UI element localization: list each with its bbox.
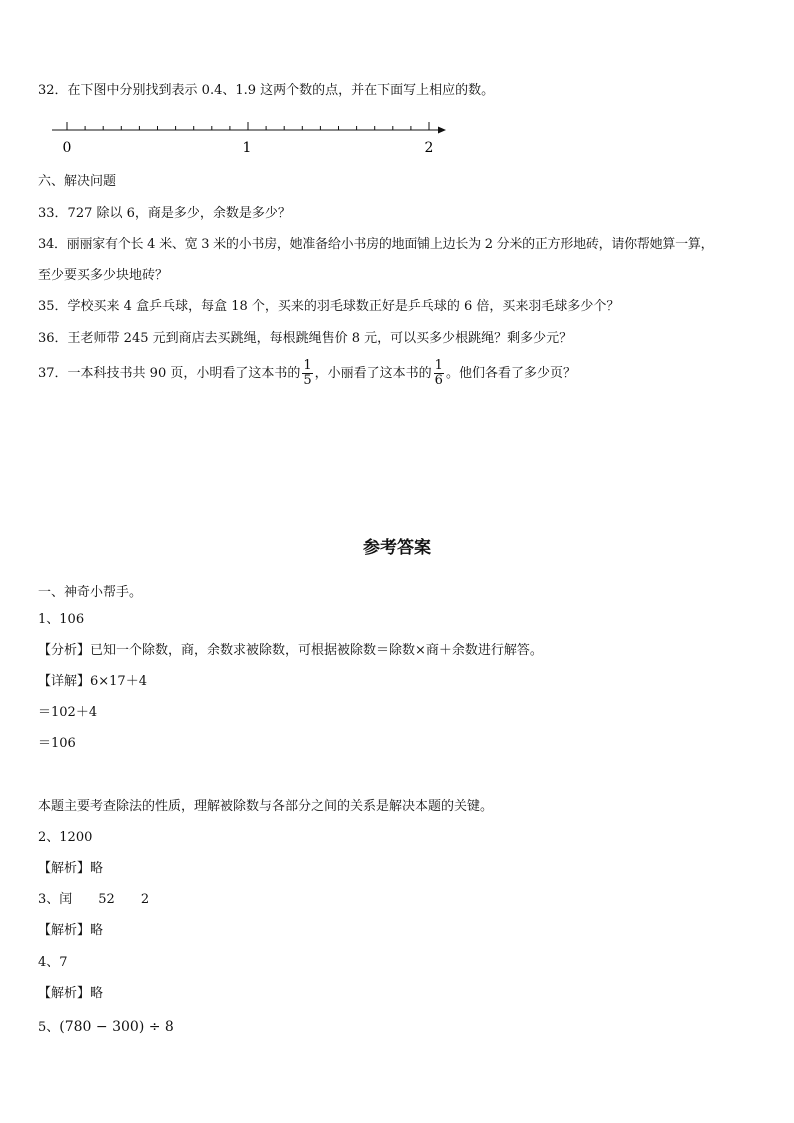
answer-1-step1: ＝102＋4 — [38, 705, 98, 720]
answer-3-head — [38, 892, 149, 908]
answer-1-detail: 【详解】6×17＋4 — [38, 674, 147, 689]
question-32: 32．在下图中分别找到表示 0.4、1.9 这两个数的点，并在下面写上相应的数。 — [38, 83, 495, 98]
fraction-one-fifth: $\frac{1}{5}$ — [303, 358, 312, 388]
answer-3-note: 【解析】略 — [38, 923, 104, 938]
answer-5-head — [38, 1019, 174, 1036]
question-34-line1: 34．丽丽家有个长 4 米、宽 3 米的小书房，她准备给小书房的地面铺上边长为 2 分米的正方形地砖，请你帮她算一算， — [38, 237, 714, 252]
answer-2-note: 【解析】略 — [38, 861, 104, 876]
number-line-label-0: 0 — [62, 140, 72, 156]
answer-3-prefix: 3、闰 — [38, 892, 73, 907]
question-37 — [38, 358, 576, 390]
question-37-text-3: 。他们各看了多少页？ — [445, 366, 576, 381]
answer-1-step2: ＝106 — [38, 736, 76, 751]
answer-5-expression: (780 − 300) ÷ 8 — [59, 1019, 174, 1035]
question-37-text-1: 37．一本科技书共 90 页，小明看了这本书的 — [38, 366, 301, 381]
answer-3-value-1: 52 — [98, 892, 115, 907]
answer-4-head: 4、7 — [38, 955, 68, 970]
section-heading-1: 一、神奇小帮手。 — [38, 585, 143, 600]
question-33: 33．727 除以 6，商是多少，余数是多少？ — [38, 206, 291, 221]
answer-1-head: 1、106 — [38, 612, 85, 627]
question-35: 35．学校买来 4 盒乒乓球，每盒 18 个，买来的羽毛球数正好是乒乓球的 6 倍，买来羽毛球多少个？ — [38, 299, 620, 314]
section-heading-6: 六、解决问题 — [38, 174, 117, 189]
fraction-one-sixth: $\frac{1}{6}$ — [434, 358, 443, 388]
question-34-line2: 至少要买多少块地砖？ — [38, 268, 169, 283]
number-line-label-2: 2 — [424, 140, 434, 156]
number-line-label-1: 1 — [242, 140, 252, 156]
answer-3-value-2: 2 — [140, 892, 150, 907]
answer-2-head: 2、1200 — [38, 830, 93, 845]
answer-1-analysis: 【分析】已知一个除数，商，余数求被除数，可根据被除数＝除数×商＋余数进行解答。 — [38, 643, 543, 658]
question-37-text-2: ，小丽看了这本书的 — [314, 366, 432, 381]
answer-4-note: 【解析】略 — [38, 986, 104, 1001]
question-36: 36．王老师带 245 元到商店去买跳绳，每根跳绳售价 8 元，可以买多少根跳绳？剩多少元？ — [38, 331, 573, 346]
answers-title: 参考答案 — [363, 538, 431, 558]
number-line — [50, 118, 450, 160]
answer-1-summary: 本题主要考查除法的性质，理解被除数与各部分之间的关系是解决本题的关键。 — [38, 799, 494, 814]
answer-5-prefix: 5、 — [38, 1020, 60, 1035]
